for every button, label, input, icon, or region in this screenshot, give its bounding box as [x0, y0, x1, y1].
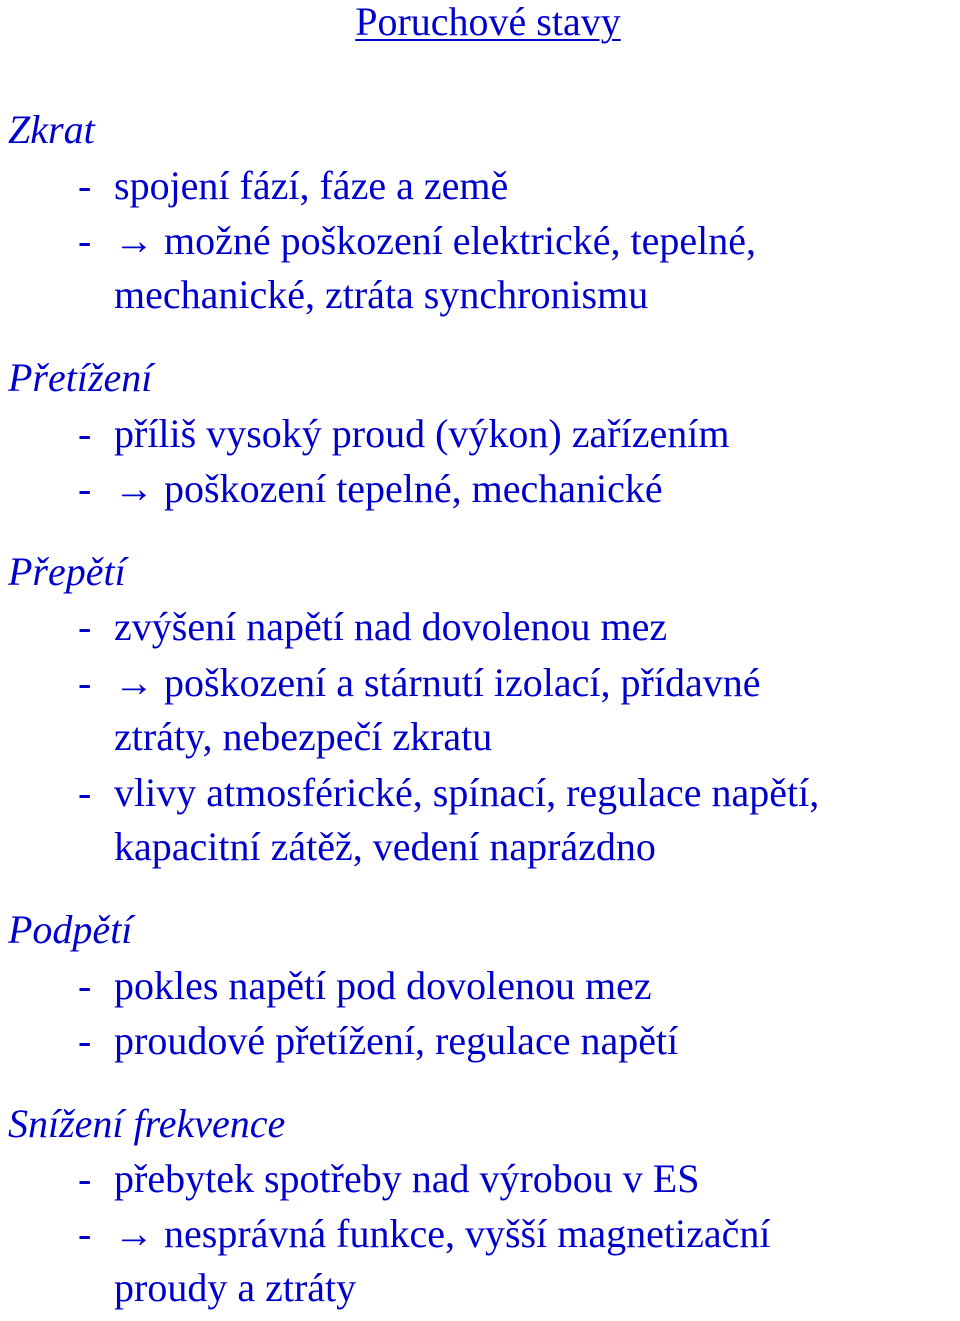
list-item: [78, 1207, 770, 1315]
arrow-icon: →: [114, 218, 154, 263]
list-item: [78, 462, 663, 516]
arrow-icon: →: [114, 466, 154, 511]
item-text-continued: kapacitní zátěž, vedení naprázdno: [114, 824, 656, 869]
bullet-dash: -: [78, 218, 92, 263]
item-text: přebytek spotřeby nad výrobou v ES: [114, 1156, 700, 1201]
item-text-continued: ztráty, nebezpečí zkratu: [114, 714, 493, 759]
item-text: poškození tepelné, mechanické: [164, 466, 663, 511]
bullet-dash: -: [78, 604, 92, 649]
item-text: poškození a stárnutí izolací, přídavné: [164, 660, 761, 705]
bullet-dash: -: [78, 411, 92, 456]
list-item: [78, 1152, 699, 1206]
item-text: příliš vysoký proud (výkon) zařízením: [114, 411, 730, 456]
list-item: [78, 766, 819, 874]
list-item: [78, 159, 508, 213]
item-text: možné poškození elektrické, tepelné,: [164, 218, 756, 263]
item-text: proudové přetížení, regulace napětí: [114, 1018, 679, 1063]
list-item: [78, 600, 667, 654]
bullet-dash: -: [78, 1211, 92, 1256]
section-heading-pretizeni: Přetížení: [8, 355, 153, 400]
item-text-continued: proudy a ztráty: [114, 1265, 357, 1310]
bullet-dash: -: [78, 963, 92, 1008]
bullet-dash: -: [78, 1018, 92, 1063]
bullet-dash: -: [78, 660, 92, 705]
arrow-icon: →: [114, 660, 154, 705]
item-text: zvýšení napětí nad dovolenou mez: [114, 604, 668, 649]
list-item: [78, 407, 729, 461]
list-item: [78, 656, 760, 764]
arrow-icon: →: [114, 1211, 154, 1256]
item-text: vlivy atmosférické, spínací, regulace napětí,: [114, 770, 820, 815]
bullet-dash: -: [78, 770, 92, 815]
list-item: [78, 1014, 678, 1068]
section-heading-snizeni-frekvence: Snížení frekvence: [8, 1101, 286, 1146]
item-text: nesprávná funkce, vyšší magnetizační: [164, 1211, 771, 1256]
bullet-dash: -: [78, 466, 92, 511]
item-text: pokles napětí pod dovolenou mez: [114, 963, 652, 1008]
section-heading-podpeti: Podpětí: [8, 907, 133, 952]
bullet-dash: -: [78, 1156, 92, 1201]
page-title: Poruchové stavy: [355, 0, 621, 44]
list-item: [78, 959, 652, 1013]
list-item: [78, 214, 756, 322]
section-heading-zkrat: Zkrat: [8, 107, 95, 152]
section-heading-prepeti: Přepětí: [8, 549, 126, 594]
item-text: spojení fází, fáze a země: [114, 163, 509, 208]
item-text-continued: mechanické, ztráta synchronismu: [114, 272, 649, 317]
bullet-dash: -: [78, 163, 92, 208]
